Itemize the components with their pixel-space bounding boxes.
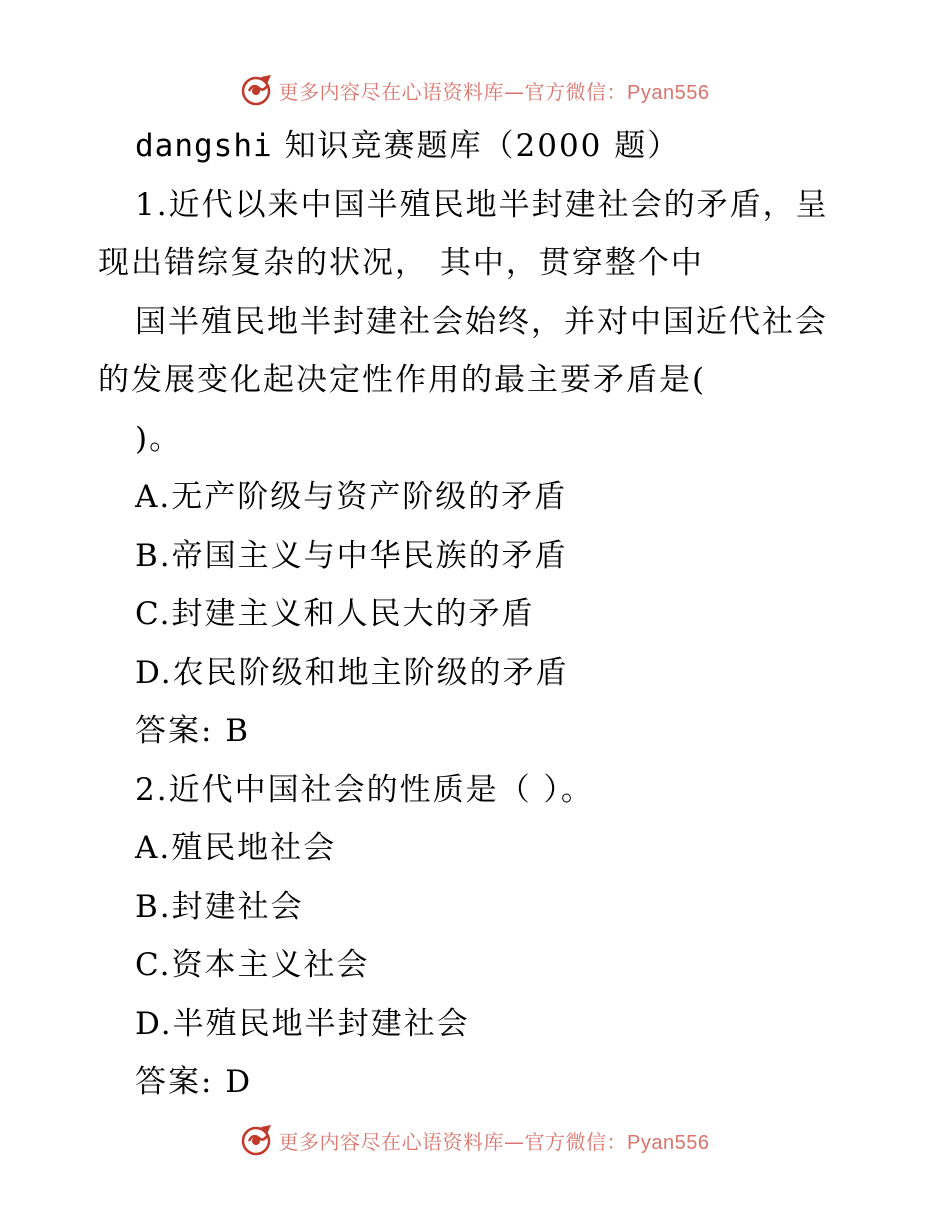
title-latin: dangshi (135, 128, 273, 164)
watermark-id: Pyan556 (627, 81, 710, 104)
question-2-line-1: 2.近代中国社会的性质是（ ）。 (135, 772, 594, 808)
watermark-id: Pyan556 (627, 1131, 710, 1154)
question-1-answer: 答案: B (135, 713, 251, 749)
question-1-option-a: A.无产阶级与资产阶级的矛盾 (135, 479, 568, 515)
question-1-line-5: )。 (135, 421, 183, 457)
footer-watermark (0, 1120, 950, 1160)
question-1-line-2: 现出错综复杂的状况， 其中，贯穿整个中 (98, 245, 704, 281)
watermark-text (279, 76, 710, 105)
question-1-line-1: 1.近代以来中国半殖民地半封建社会的矛盾，呈 (135, 187, 829, 223)
question-2-option-d: D.半殖民地半封建社会 (135, 1006, 470, 1042)
question-1-option-d: D.农民阶级和地主阶级的矛盾 (135, 655, 569, 691)
question-1-line-4: 的发展变化起决定性作用的最主要矛盾是( (98, 362, 707, 398)
question-2-option-c: C.资本主义社会 (135, 947, 370, 983)
question-2-option-a: A.殖民地社会 (135, 830, 337, 866)
question-2-answer: 答案: D (135, 1064, 253, 1100)
question-1-option-c: C.封建主义和人民大的矛盾 (135, 596, 535, 632)
question-1-line-3: 国半殖民地半封建社会始终，并对中国近代社会 (135, 304, 828, 340)
watermark-label: 更多内容尽在心语资料库—官方微信： (278, 79, 628, 104)
brain-mark-icon (241, 73, 275, 107)
question-2-option-b: B.封建社会 (135, 889, 304, 925)
title-rest: 知识竞赛题库（2000 题） (272, 128, 681, 164)
watermark-text (279, 1126, 710, 1155)
question-1-option-b: B.帝国主义与中华民族的矛盾 (135, 538, 568, 574)
document-title (135, 126, 680, 166)
watermark-label: 更多内容尽在心语资料库—官方微信： (278, 1129, 628, 1154)
brain-mark-icon (241, 1123, 275, 1157)
header-watermark (0, 70, 950, 110)
